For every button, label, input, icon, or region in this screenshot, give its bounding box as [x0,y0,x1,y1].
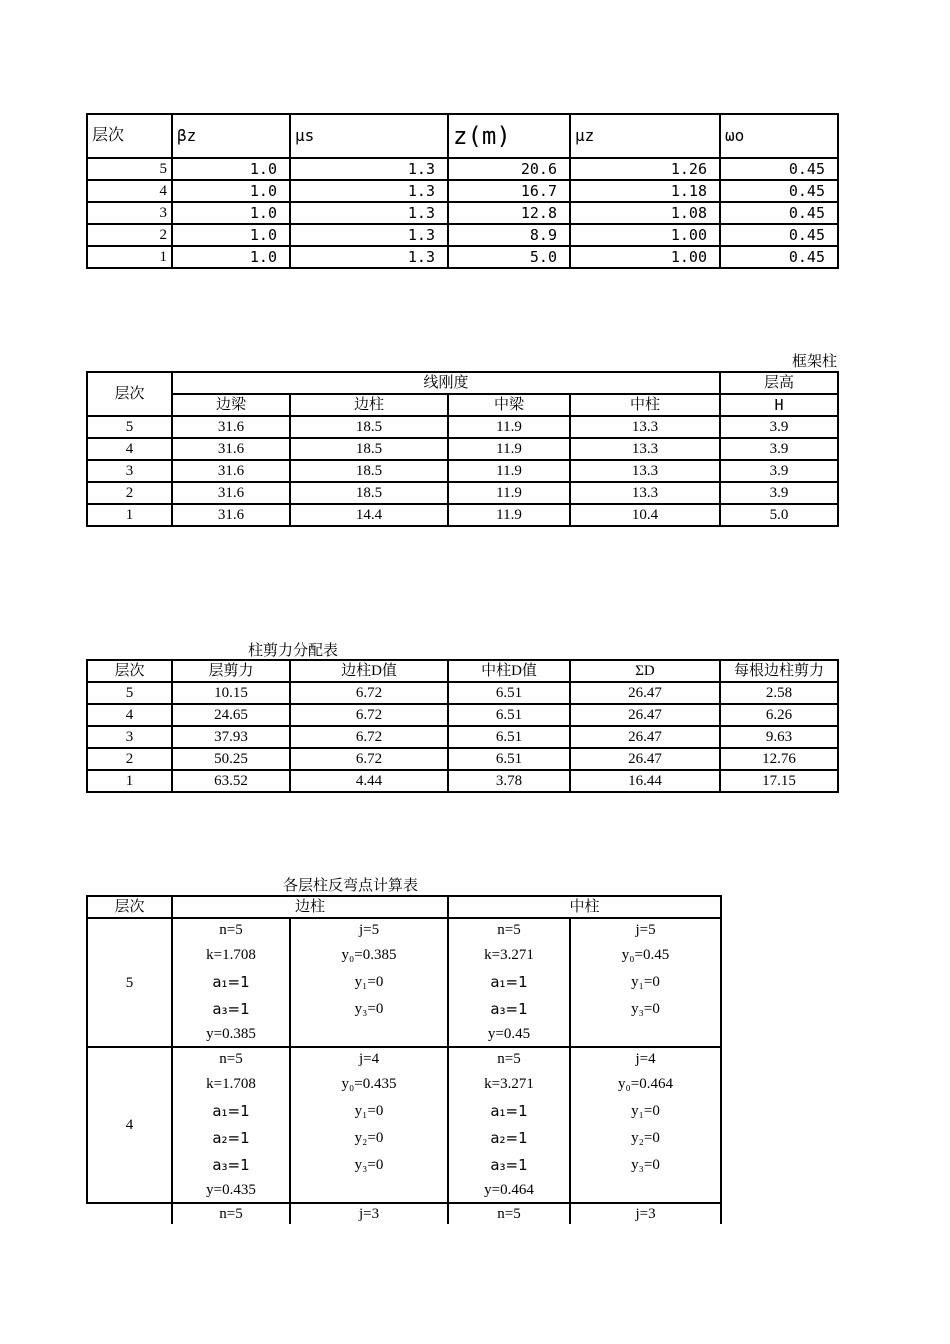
param: j=4 [635,1051,656,1067]
table-cell: 4 [87,438,172,460]
table-cell: 11.9 [448,438,570,460]
table-cell: 9.63 [720,726,838,748]
param: y₀=0.45 [621,947,670,963]
param: n=5 [219,1051,243,1067]
table-row [87,158,838,180]
table-cell: 16.7 [448,180,570,202]
table-cell: 1.18 [570,180,720,202]
table-cell: 3.9 [720,438,838,460]
floor-3-row-partial [87,1203,721,1224]
param: a₃=1 [212,1000,250,1018]
layer-cell: 4 [87,1047,172,1203]
table-cell: 4 [87,704,172,726]
table-cell: 26.47 [570,704,720,726]
table-cell: 6.72 [290,726,448,748]
table-cell: 3 [87,460,172,482]
table-cell: 18.5 [290,416,448,438]
table-cell: 6.72 [290,704,448,726]
header-cell: 边梁 [172,394,290,416]
table-cell: 1.08 [570,202,720,224]
table-cell: 31.6 [172,504,290,526]
table-cell: 3.9 [720,482,838,504]
header-cell: 中柱D值 [448,660,570,682]
table-row [87,726,838,748]
header-cell: ωo [720,114,838,158]
table-cell: 2 [87,748,172,770]
param: a₃=1 [212,1156,250,1174]
param [575,1179,716,1202]
floor-4-row [87,1047,721,1203]
param: a₁=1 [490,973,528,991]
stiffness-caption: 框架柱 [792,354,838,370]
header-cell: 中梁 [448,394,570,416]
table-cell: 6.51 [448,704,570,726]
header-cell: 层次 [87,896,172,918]
table-cell: 13.3 [570,482,720,504]
param: y₂=0 [631,1130,660,1146]
table-cell: 1.3 [290,246,448,268]
table-cell: 3.9 [720,460,838,482]
table-cell: 1.0 [172,158,290,180]
table-cell: 10.4 [570,504,720,526]
table-cell: 5 [87,682,172,704]
table-cell: 18.5 [290,438,448,460]
table-cell: 1.26 [570,158,720,180]
table-cell: 18.5 [290,482,448,504]
table-header-row [87,372,838,394]
table-cell: 5.0 [720,504,838,526]
table-cell: 31.6 [172,438,290,460]
table-cell: 1.3 [290,180,448,202]
table-row [87,682,838,704]
param: n=5 [497,922,521,938]
table-cell: 37.93 [172,726,290,748]
param: a₂=1 [212,1129,250,1147]
header-cell: μz [570,114,720,158]
header-cell: 层次 [87,660,172,682]
header-cell: 层次 [87,114,172,158]
table-row [87,704,838,726]
param: y₂=0 [354,1130,384,1146]
param: y₁=0 [631,974,660,990]
param [295,1179,443,1202]
param: j=3 [570,1203,721,1224]
table-cell: 14.4 [290,504,448,526]
table-cell: 0.45 [720,202,838,224]
table-cell: 1.0 [172,224,290,246]
table-cell: 31.6 [172,416,290,438]
param: k=1.708 [206,947,256,963]
table-cell: 16.44 [570,770,720,792]
side-col-params [172,1047,290,1203]
table-cell: 2 [87,224,172,246]
table-cell: 6.51 [448,682,570,704]
header-cell: 边柱D值 [290,660,448,682]
table-cell: 6.72 [290,748,448,770]
table-cell: 26.47 [570,682,720,704]
param: y₃=0 [354,1157,384,1173]
param: y₁=0 [631,1103,660,1119]
param: j=5 [358,922,380,938]
side-col-y [290,918,448,1047]
table-cell: 5 [87,416,172,438]
table-row [87,416,838,438]
table-cell: 0.45 [720,180,838,202]
table-cell: 1.0 [172,202,290,224]
mid-col-y [570,918,721,1047]
param: a₃=1 [490,1156,528,1174]
table-cell: 31.6 [172,482,290,504]
table-cell: 8.9 [448,224,570,246]
table-cell: 3 [87,202,172,224]
header-cell: 层次 [87,372,172,416]
param: y₃=0 [354,1001,384,1017]
table-cell: 6.26 [720,704,838,726]
layer-cell [87,1203,172,1224]
table-header-row [87,896,721,918]
table-row [87,180,838,202]
param [575,1023,716,1046]
header-cell: 中柱 [448,896,721,918]
table-cell: 31.6 [172,460,290,482]
table-cell: 6.51 [448,726,570,748]
param: a₃=1 [490,1000,528,1018]
table-cell: 13.3 [570,438,720,460]
table-cell: 4.44 [290,770,448,792]
table-cell: 0.45 [720,224,838,246]
table-cell: 1.3 [290,224,448,246]
table-cell: 6.51 [448,748,570,770]
table-cell: 3 [87,726,172,748]
header-cell: βz [172,114,290,158]
table-cell: 4 [87,180,172,202]
table-row [87,460,838,482]
param: n=5 [448,1203,570,1224]
table-cell: 24.65 [172,704,290,726]
table-cell: 2.58 [720,682,838,704]
param: y₃=0 [631,1001,660,1017]
table-cell: 26.47 [570,726,720,748]
table-cell: 1 [87,504,172,526]
table-subheader-row [87,394,838,416]
table-cell: 50.25 [172,748,290,770]
shear-caption: 柱剪力分配表 [248,643,339,659]
param: k=3.271 [484,947,534,963]
param: y₁=0 [354,974,384,990]
table-cell: 18.5 [290,460,448,482]
param: y₀=0.435 [341,1076,397,1092]
inflection-caption: 各层柱反弯点计算表 [283,878,419,894]
mid-col-params [448,1047,570,1203]
table-row [87,504,838,526]
param: y₃=0 [631,1157,660,1173]
floor-5-row [87,918,721,1047]
table-cell: 2 [87,482,172,504]
param: a₁=1 [212,1102,250,1120]
header-cell: z(m) [448,114,570,158]
param [295,1023,443,1046]
table-cell: 26.47 [570,748,720,770]
header-cell: 边柱 [290,394,448,416]
side-col-y [290,1047,448,1203]
param: y=0.435 [206,1182,256,1198]
param: j=5 [635,922,656,938]
table-cell: 1.00 [570,224,720,246]
header-cell: 层高 [720,372,838,394]
table-cell: 1.0 [172,246,290,268]
stiffness-table [86,371,839,527]
table-cell: 5 [87,158,172,180]
table-row [87,202,838,224]
table-cell: 13.3 [570,460,720,482]
param: n=5 [172,1203,290,1224]
param: a₂=1 [490,1129,528,1147]
header-cell: 中柱 [570,394,720,416]
table-row [87,770,838,792]
layer-cell: 5 [87,918,172,1047]
table-cell: 1.00 [570,246,720,268]
header-cell: μs [290,114,448,158]
table-cell: 1.3 [290,158,448,180]
param: a₁=1 [490,1102,528,1120]
header-cell: 边柱 [172,896,448,918]
table-cell: 3.9 [720,416,838,438]
param: n=5 [497,1051,521,1067]
table-cell: 1.0 [172,180,290,202]
table-cell: 17.15 [720,770,838,792]
param: y=0.385 [206,1026,256,1042]
param: j=4 [358,1051,380,1067]
param: k=1.708 [206,1076,256,1092]
wind-coefficient-table [86,113,839,269]
table-cell: 11.9 [448,460,570,482]
table-cell: 10.15 [172,682,290,704]
table-cell: 20.6 [448,158,570,180]
shear-distribution-table [86,659,839,793]
table-cell: 13.3 [570,416,720,438]
table-cell: 3.78 [448,770,570,792]
table-cell: 1.3 [290,202,448,224]
param: y₀=0.464 [618,1076,673,1092]
table-header-row [87,114,838,158]
table-cell: 63.52 [172,770,290,792]
table-cell: 6.72 [290,682,448,704]
header-cell: 层剪力 [172,660,290,682]
table-cell: 1 [87,770,172,792]
table-header-row [87,660,838,682]
table-cell: 12.8 [448,202,570,224]
table-cell: 11.9 [448,504,570,526]
header-cell: 线刚度 [172,372,720,394]
header-cell: H [720,394,838,416]
table-row [87,482,838,504]
mid-col-params [448,918,570,1047]
header-cell: ΣD [570,660,720,682]
side-col-params [172,918,290,1047]
table-cell: 0.45 [720,246,838,268]
table-cell: 11.9 [448,416,570,438]
table-cell: 1 [87,246,172,268]
param: y=0.464 [484,1182,534,1198]
table-row [87,438,838,460]
table-cell: 11.9 [448,482,570,504]
mid-col-y [570,1047,721,1203]
param: y=0.45 [487,1026,531,1042]
header-cell: 每根边柱剪力 [720,660,838,682]
param: a₁=1 [212,973,250,991]
table-cell: 0.45 [720,158,838,180]
inflection-table [86,895,722,1224]
table-row [87,224,838,246]
table-row [87,246,838,268]
table-cell: 5.0 [448,246,570,268]
param: y₀=0.385 [341,947,397,963]
param: n=5 [219,922,243,938]
param: k=3.271 [484,1076,534,1092]
table-row [87,748,838,770]
table-cell: 12.76 [720,748,838,770]
param: j=3 [290,1203,448,1224]
param: y₁=0 [354,1103,384,1119]
